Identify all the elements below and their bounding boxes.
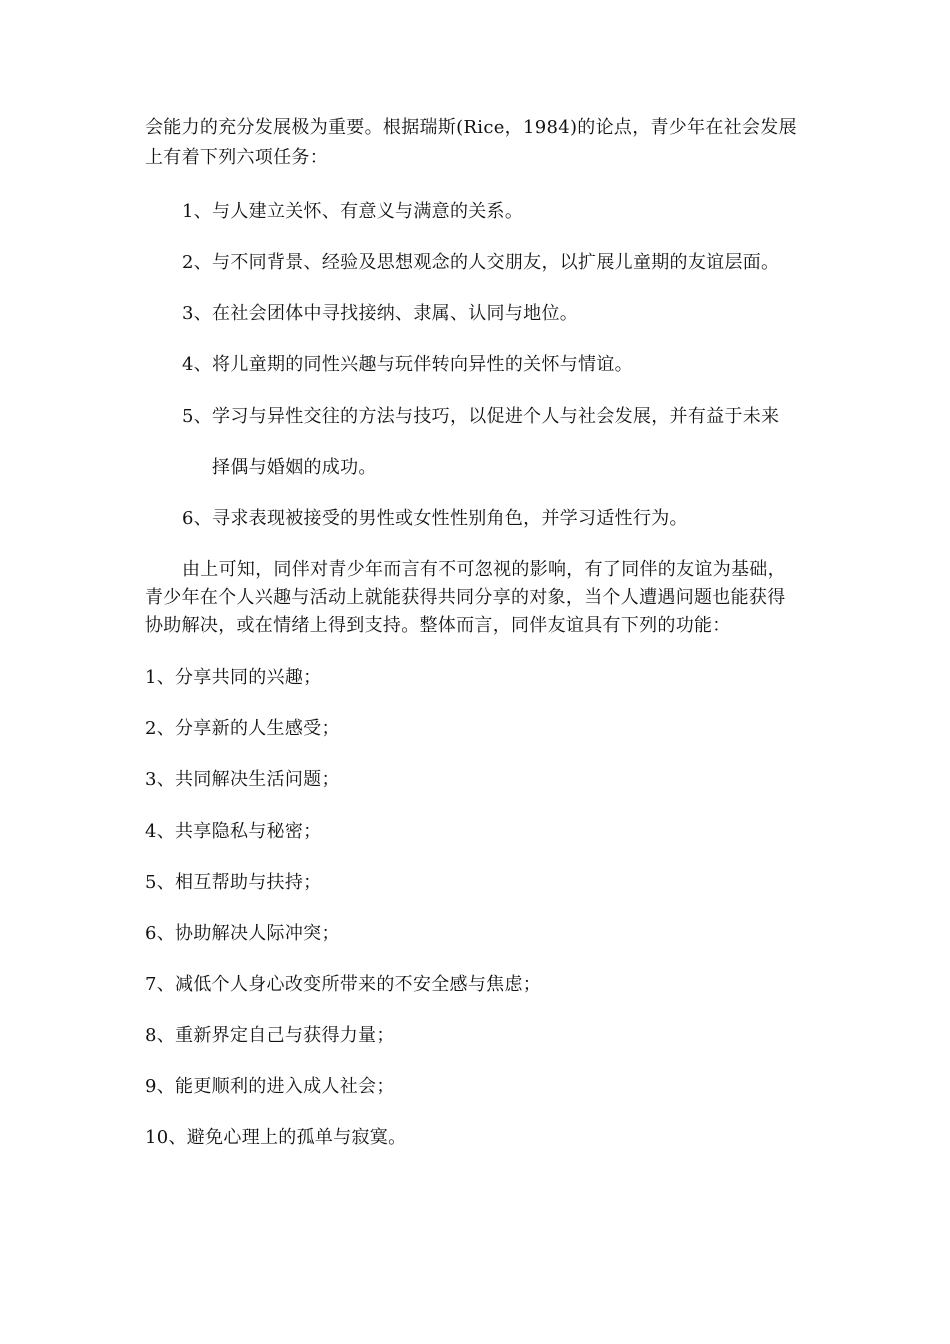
task-item: 2、与不同背景、经验及思想观念的人交朋友，以扩展儿童期的友谊层面。 [182,252,780,273]
task-item: 5、学习与异性交往的方法与技巧，以促进个人与社会发展，并有益于未来 [182,406,780,427]
function-item: 3、共同解决生活问题； [145,769,340,790]
task-item-continuation: 择偶与婚姻的成功。 [212,457,377,478]
task-item: 6、寻求表现被接受的男性或女性性别角色，并学习适性行为。 [182,508,688,529]
task-item: 1、与人建立关怀、有意义与满意的关系。 [182,201,524,222]
function-item: 10、避免心理上的孤单与寂寞。 [145,1127,407,1148]
task-item: 4、将儿童期的同性兴趣与玩伴转向异性的关怀与情谊。 [182,354,633,375]
intro-line-2: 上有着下列六项任务： [145,147,328,168]
summary-line-1: 由上可知，同伴对青少年而言有不可忽视的影响，有了同伴的友谊为基础， [182,559,786,580]
intro-line-1: 会能力的充分发展极为重要。根据瑞斯(Rice，1984)的论点，青少年在社会发展 [145,117,797,138]
function-item: 1、分享共同的兴趣； [145,667,322,688]
function-item: 2、分享新的人生感受； [145,718,340,739]
function-item: 6、协助解决人际冲突； [145,923,340,944]
function-item: 7、减低个人身心改变所带来的不安全感与焦虑； [145,974,542,995]
task-item: 3、在社会团体中寻找接纳、隶属、认同与地位。 [182,303,579,324]
summary-line-2: 青少年在个人兴趣与活动上就能获得共同分享的对象，当个人遭遇问题也能获得 [145,587,786,608]
function-item: 4、共享隐私与秘密； [145,821,322,842]
function-item: 8、重新界定自己与获得力量； [145,1025,395,1046]
function-item: 5、相互帮助与扶持； [145,872,322,893]
function-item: 9、能更顺利的进入成人社会； [145,1076,395,1097]
summary-line-3: 协助解决，或在情绪上得到支持。整体而言，同伴友谊具有下列的功能： [145,615,731,636]
